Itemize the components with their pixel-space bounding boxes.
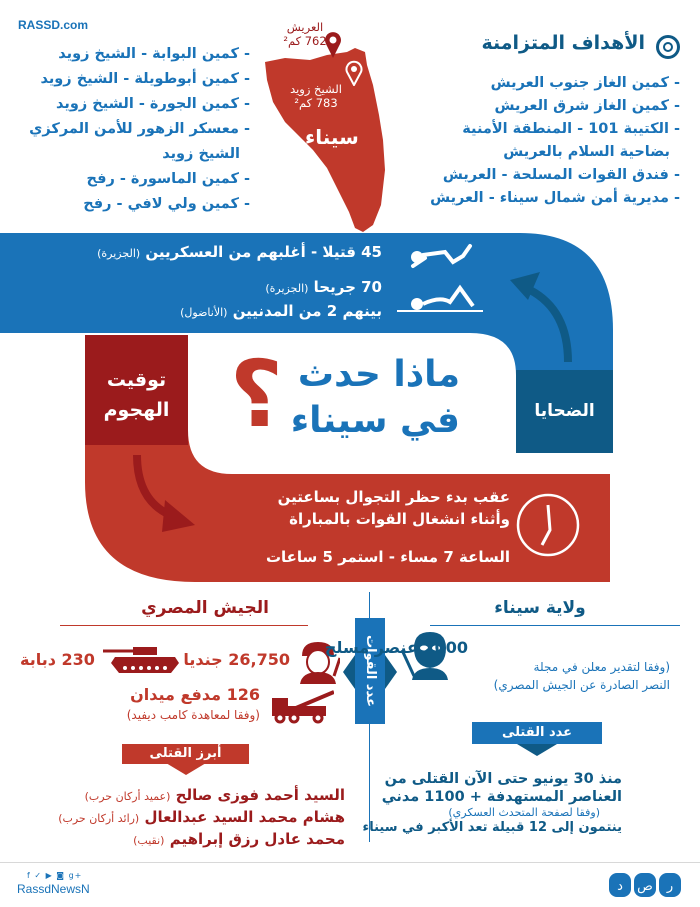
- pointer-down-icon: [517, 744, 557, 756]
- notable-dead-list: [5, 785, 345, 851]
- dead-name: محمد عادل رزق إبراهيم: [169, 830, 345, 848]
- pin-area: 762 كم²: [283, 34, 327, 48]
- dead-rank: (نقيب): [133, 834, 165, 847]
- question-mark-icon: ?: [230, 341, 284, 448]
- artillery-truck-icon: [272, 690, 334, 724]
- casualty-text: بينهم 2 من المدنيين: [232, 302, 382, 320]
- casualty-text: 45 قتيلا - أغلبهم من العسكريين: [145, 243, 382, 261]
- list-item: - كمين أبوطويلة - الشيخ زويد: [40, 71, 250, 87]
- fighters-note: [430, 658, 670, 694]
- page-title: [290, 352, 460, 444]
- list-item: - كمين الغاز جنوب العريش: [490, 75, 680, 91]
- notable-dead-label: أبرز القتلى: [122, 744, 249, 764]
- fighters-note-line2: النصر الصادرة عن الجيش المصري): [493, 678, 670, 692]
- attack-time-description: [278, 486, 510, 530]
- list-item: الشيخ زويد: [162, 146, 240, 162]
- list-item: - كمين الجورة - الشيخ زويد: [56, 96, 250, 112]
- logo-letter: ص: [637, 879, 653, 894]
- attack-time-label-line2: الهجوم: [103, 399, 170, 421]
- list-item: - معسكر الزهور للأمن المركزي: [29, 121, 250, 137]
- footer-divider: [0, 862, 700, 863]
- dead-rank: (رائد أركان حرب): [58, 812, 140, 825]
- list-item: [5, 785, 345, 807]
- list-item: - فندق القوات المسلحة - العريش: [442, 167, 680, 183]
- dead-count-label: عدد القتلى: [472, 722, 602, 744]
- casualty-wounded: [180, 276, 382, 324]
- casualty-source: (الأناضول): [180, 306, 228, 319]
- casualty-killed: [97, 243, 382, 261]
- casualty-source: (الجزيرة): [97, 247, 141, 260]
- pin-city: الشيخ زويد: [290, 82, 342, 96]
- logo-letter: د: [617, 879, 623, 894]
- list-item: - مديرية أمن شمال سيناء - العريش: [430, 190, 680, 206]
- attack-time-label-line1: توقيت: [106, 369, 167, 391]
- list-item: - كمين البوابة - الشيخ زويد: [58, 46, 250, 62]
- attack-time-line1: عقب بدء حظر التجوال بساعتين: [277, 488, 510, 506]
- dead-count-line2: العناصر المستهدفة + 1100 مدني: [381, 789, 622, 805]
- tanks-count: 230 دبابة: [20, 650, 95, 669]
- title-line2: في سيناء: [290, 400, 460, 441]
- list-item: [5, 829, 345, 851]
- pin-area: 783 كم²: [294, 96, 338, 110]
- list-item: - كمين الغاز شرق العريش: [494, 98, 680, 114]
- list-item: - كمين ولي لافي - رفح: [83, 196, 250, 212]
- dead-count-text: [362, 770, 622, 806]
- injured-person-icon: [395, 284, 485, 314]
- dead-rank: (عميد أركان حرب): [84, 790, 171, 803]
- casualty-text: 70 جريحا: [313, 278, 382, 296]
- casualty-source: (الجزيرة): [265, 282, 309, 295]
- fighters-count: 2000 عنصر مسلح: [324, 638, 468, 657]
- dead-count-note: (وفقا لصفحة المتحدث العسكري): [448, 806, 600, 819]
- soldiers-count: 26,750 جنديا: [183, 650, 290, 669]
- section-title-simultaneous-targets: الأهداف المتزامنة: [481, 32, 645, 54]
- dead-count-line1: منذ 30 يونيو حتى الآن القتلى من: [384, 771, 622, 787]
- dead-name: السيد أحمد فوزى صالح: [175, 786, 345, 804]
- attack-time-line2: وأثناء انشغال القوات بالمباراة: [289, 510, 510, 528]
- rassd-logo[interactable]: [609, 873, 681, 897]
- section-title-sinai-province: ولاية سيناء: [494, 598, 586, 618]
- list-item: - الكتيبة 101 - المنطقة الأمنية: [462, 121, 680, 137]
- divider: [60, 625, 308, 626]
- list-item: - كمين الماسورة - رفح: [86, 171, 250, 187]
- list-item: [5, 807, 345, 829]
- pointer-down-icon: [166, 763, 206, 775]
- forces-count-label: عدد القوات: [355, 618, 385, 724]
- cannons-note: (وفقا لمعاهدة كامب ديفيد): [126, 708, 260, 722]
- victims-label: الضحايا: [534, 401, 595, 421]
- brand-link[interactable]: RASSD.com: [18, 18, 89, 32]
- pin-city: العريش: [286, 20, 324, 34]
- section-title-egyptian-army: الجيش المصري: [141, 598, 269, 618]
- logo-letter: ر: [666, 879, 674, 894]
- title-line1: ماذا حدث: [297, 354, 460, 395]
- attack-time-label: [85, 335, 188, 445]
- attack-time-hour: الساعة 7 مساء - استمر 5 ساعات: [265, 548, 510, 566]
- map-region-name: سيناء: [305, 125, 359, 149]
- list-item: بضاحية السلام بالعريش: [503, 144, 670, 160]
- tribes-text: ينتمون إلى 12 قبيلة تعد الأكبر في سيناء: [362, 820, 622, 835]
- dead-name: هشام محمد السيد عبدالعال: [144, 808, 345, 826]
- social-icons[interactable]: f ✓ ▶ ◙ g+: [27, 871, 83, 880]
- divider: [430, 625, 680, 626]
- social-handle[interactable]: RassdNewsN: [17, 882, 90, 896]
- tank-icon: [103, 645, 179, 675]
- dead-body-icon: [405, 240, 475, 274]
- cannons-count: 126 مدفع ميدان: [130, 685, 260, 704]
- fighters-note-line1: (وفقا لتقدير معلن في مجلة: [533, 660, 670, 674]
